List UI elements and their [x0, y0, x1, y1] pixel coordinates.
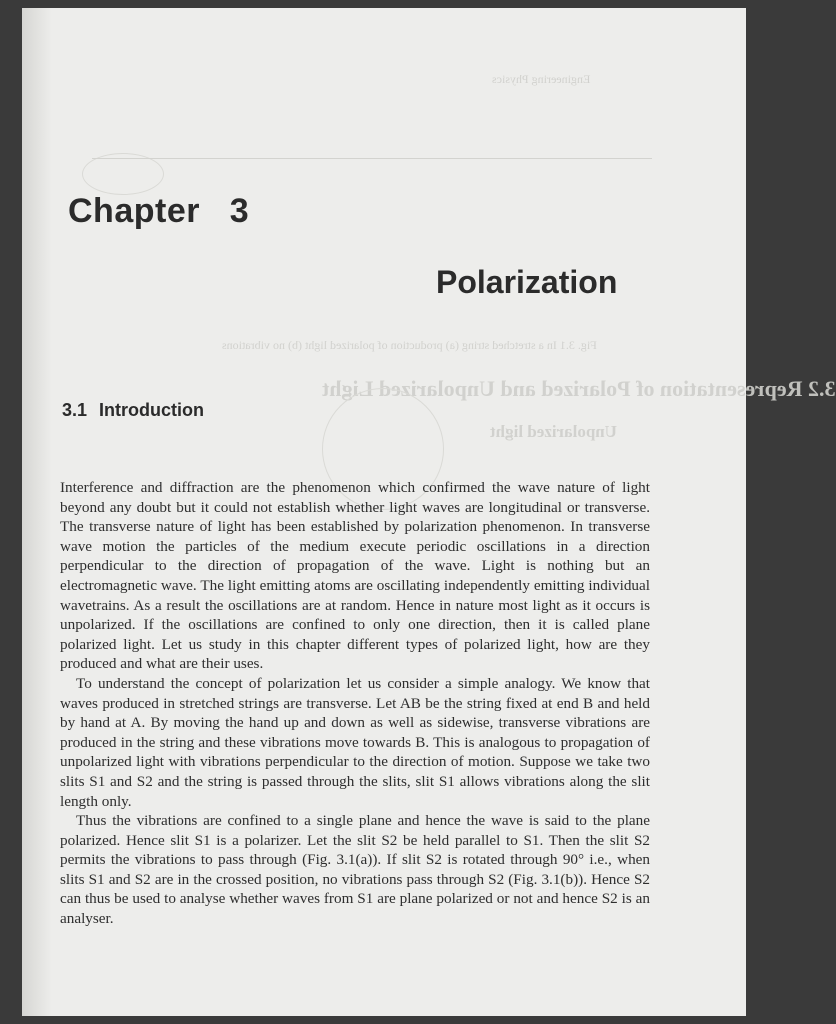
book-page	[22, 8, 836, 1016]
section-heading	[62, 400, 204, 421]
body-text	[60, 478, 650, 929]
page-gutter-shadow	[22, 8, 52, 1016]
paragraph-2: To understand the concept of polarization let us consider a simple analogy. We know that waves produced in stretched strings are transverse. Let AB be the string fixed at end B and held by hand at A. By moving the hand up and down as well as sidewise, transverse vibrations are produced in the string and these vibrations move towards B. This is analogous to propagation of unpolarized light with vibrations perpendicular to the direction of motion. Suppose we take two slits S1 and S2 and the string is passed through the slits, slit S1 allows vibrations along the slit length only.	[60, 674, 650, 810]
bleed-header: Engineering Physics	[492, 72, 591, 86]
paragraph-1: Interference and diffraction are the phenomenon which confirmed the wave nature of light beyond any doubt but it could not establish whether light waves are longitudinal or transverse. The transverse nature of light has been established by polarization phenomenon. In transverse wave motion the particles of the medium execute periodic oscillations in a direction perpendicular to the direction of propagation of the wave. Light is nothing but an electromagnetic wave. The light emitting atoms are oscillating independently emitting individual wavetrains. As a result the oscillations are at random. Hence in nature most light as it occurs is unpolarized. If the oscillations are confined to only one direction, then it is called plane polarized light. Let us study in this chapter different types of polarized light, how are they produced and what are their uses.	[60, 479, 650, 673]
chapter-label: Chapter 3	[68, 192, 250, 230]
bleed-heading: 3.2 Representation of Polarized and Unpolarized Light	[322, 376, 836, 401]
paragraph-3: Thus the vibrations are confined to a single plane and hence the wave is said to the plane polarized. Hence slit S1 is a polarizer. Let the slit S2 be held parallel to S1. Then the slit S2 permits the vibrations to pass through (Fig. 3.1(a)). If slit S2 is rotated through 90° i.e., when slits S1 and S2 are in the crossed position, no vibrations pass through S2 (Fig. 3.1(b)). Hence S2 can thus be used to analyse whether waves from S1 are plane polarized or not and hence S2 is an analyser.	[60, 812, 650, 928]
bleed-subheading: Unpolarized light	[490, 422, 618, 441]
section-title: Introduction	[99, 400, 205, 420]
bleed-rule	[92, 158, 652, 159]
section-number: 3.1	[62, 400, 88, 420]
chapter-title: Polarization	[436, 264, 618, 300]
bleed-wave-shape	[82, 153, 164, 195]
bleed-caption: Fig. 3.1 In a stretched string (a) production of polarized light (b) no vibrations	[222, 338, 597, 352]
